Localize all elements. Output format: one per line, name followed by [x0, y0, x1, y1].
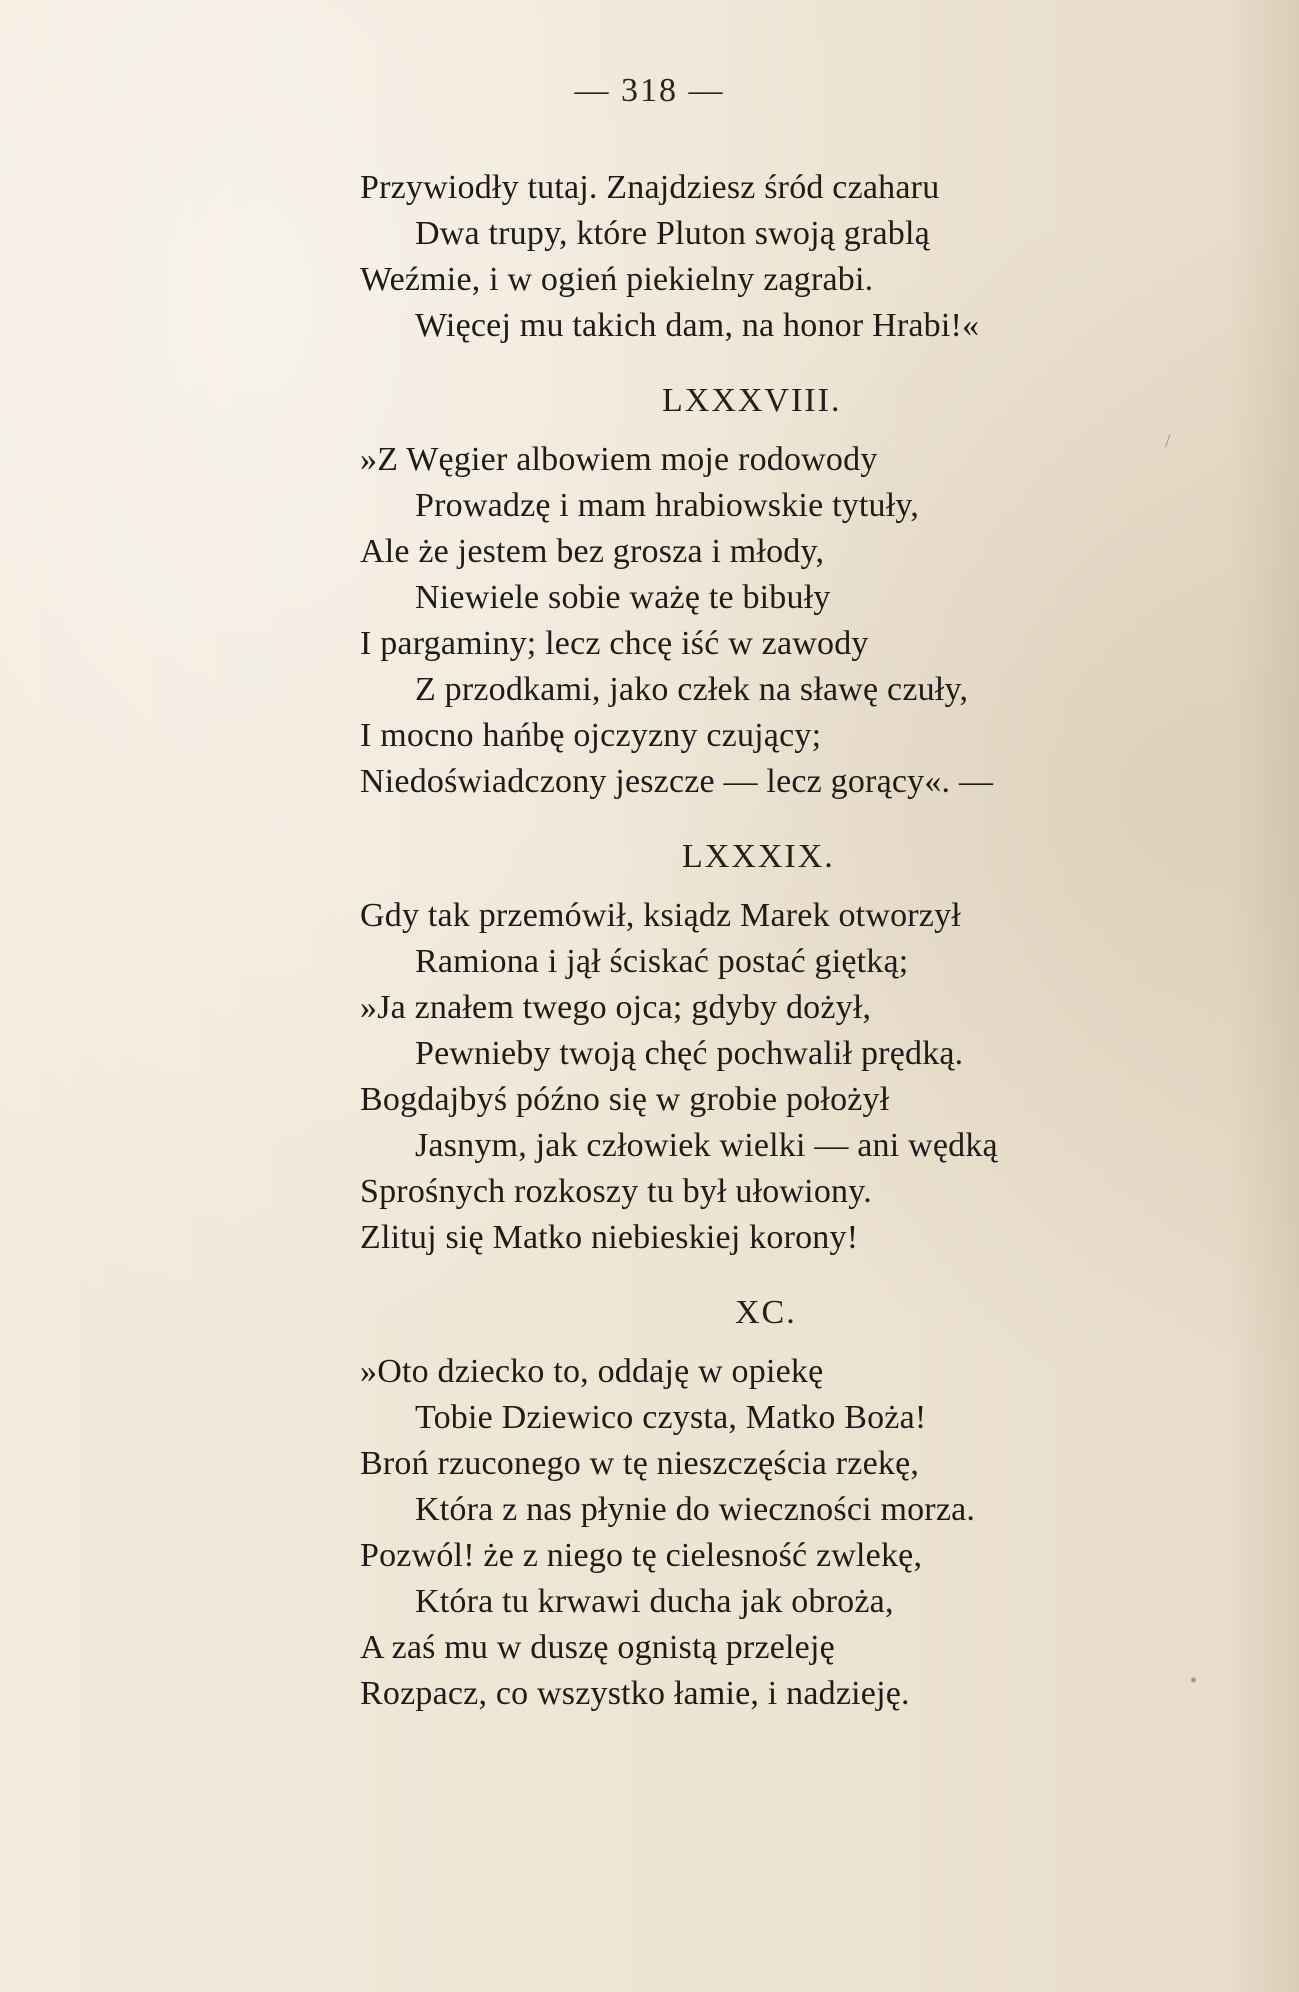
stanza-xc: [360, 1349, 1190, 1717]
poem-line: Bogdajbyś późno się w grobie położył: [360, 1081, 890, 1118]
stanza-heading-lxxxviii: LXXXVIII.: [662, 382, 842, 419]
poem-content: [360, 165, 1190, 1717]
poem-line: I mocno hańbę ojczyzny czujący;: [360, 717, 822, 754]
poem-line: Niewiele sobie ważę te bibuły: [415, 579, 831, 616]
poem-line: Prowadzę i mam hrabiowskie tytuły,: [415, 487, 920, 524]
poem-line: Weźmie, i w ogień piekielny zagrabi.: [360, 261, 874, 298]
poem-line: Gdy tak przemówił, ksiądz Marek otworzył: [360, 897, 961, 934]
stanza-continuation: [360, 165, 1190, 349]
poem-line: Niedoświadczony jeszcze — lecz gorący«. —: [360, 763, 994, 800]
poem-line: Rozpacz, co wszystko łamie, i nadzieję.: [360, 1675, 910, 1712]
poem-line: Ale że jestem bez grosza i młody,: [360, 533, 825, 570]
poem-line: Ramiona i jął ściskać postać giętką;: [415, 943, 909, 980]
poem-line: Jasnym, jak człowiek wielki — ani wędką: [415, 1127, 998, 1164]
poem-line: »Z Węgier albowiem moje rodowody: [360, 441, 878, 478]
poem-line: »Oto dziecko to, oddaję w opiekę: [360, 1353, 824, 1390]
poem-line: Która tu krwawi ducha jak obroża,: [415, 1583, 894, 1620]
stanza-heading-lxxxix: LXXXIX.: [682, 838, 835, 875]
poem-line: Tobie Dziewico czysta, Matko Boża!: [415, 1399, 927, 1436]
poem-line: Pewnieby twoją chęć pochwalił prędką.: [415, 1035, 964, 1072]
poem-line: Dwa trupy, które Pluton swoją grablą: [415, 215, 930, 252]
page-number: — 318 —: [574, 72, 725, 109]
poem-line: I pargaminy; lecz chcę iść w zawody: [360, 625, 869, 662]
poem-line: A zaś mu w duszę ognistą przeleję: [360, 1629, 835, 1666]
poem-line: »Ja znałem twego ojca; gdyby dożył,: [360, 989, 872, 1026]
poem-line: Przywiodły tutaj. Znajdziesz śród czaharu: [360, 169, 940, 206]
stanza-lxxxviii: [360, 437, 1190, 805]
poem-line: Więcej mu takich dam, na honor Hrabi!«: [415, 307, 980, 344]
poem-line: Sprośnych rozkoszy tu był ułowiony.: [360, 1173, 872, 1210]
poem-line: Która z nas płynie do wieczności morza.: [415, 1491, 976, 1528]
poem-line: Zlituj się Matko niebieskiej korony!: [360, 1219, 859, 1256]
paper-mark: /: [1165, 430, 1171, 452]
stanza-heading-xc: XC.: [735, 1294, 797, 1331]
poem-line: Broń rzuconego w tę nieszczęścia rzekę,: [360, 1445, 920, 1482]
stanza-lxxxix: [360, 893, 1190, 1261]
poem-line: Z przodkami, jako człek na sławę czuły,: [415, 671, 969, 708]
paper-mark: •: [1190, 1670, 1198, 1692]
poem-line: Pozwól! że z niego tę cielesność zwlekę,: [360, 1537, 923, 1574]
